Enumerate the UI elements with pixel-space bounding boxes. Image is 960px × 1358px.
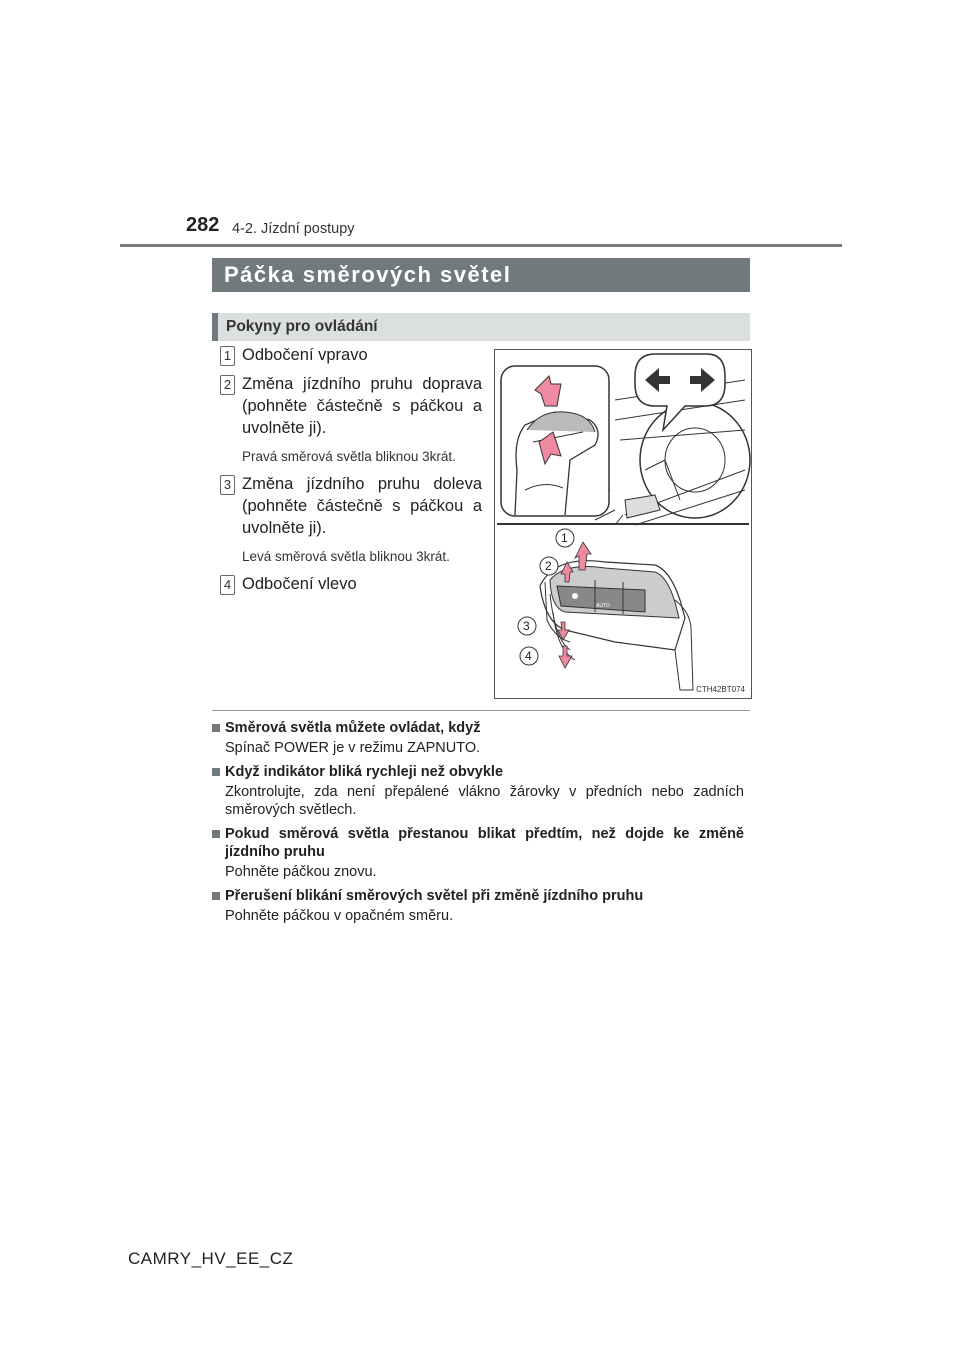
step-number: 2 — [220, 375, 235, 395]
step-text: Odbočení vpravo — [242, 346, 368, 364]
note-item — [212, 719, 744, 757]
left-right-arrow-icon — [635, 354, 725, 430]
step-note: Levá směrová světla bliknou 3krát. — [242, 549, 450, 564]
lever-diagram — [495, 350, 751, 698]
page-title: Páčka směrových světel — [212, 258, 750, 292]
note-title: Když indikátor bliká rychleji než obvykle — [225, 764, 504, 780]
callout-2: 2 — [545, 559, 552, 573]
step-list — [212, 344, 482, 595]
down-arrow-icon — [559, 646, 572, 668]
note-body: Spínač POWER je v režimu ZAPNUTO. — [225, 740, 481, 756]
square-bullet-icon — [212, 724, 220, 732]
section-label: 4-2. Jízdní postupy — [232, 221, 355, 237]
callout-3: 3 — [523, 619, 530, 633]
hand-inset — [501, 366, 609, 516]
document-code: CAMRY_HV_EE_CZ — [128, 1249, 294, 1268]
step-number: 3 — [220, 475, 235, 495]
note-body: Pohněte páčkou znovu. — [225, 864, 377, 880]
section-divider — [212, 710, 750, 711]
step-number: 1 — [220, 346, 235, 366]
header-rule — [120, 244, 842, 247]
step-text: Změna jízdního pruhu doleva (pohněte částečně s páčkou a uvolněte ji). — [242, 475, 482, 537]
step-text: Odbočení vlevo — [242, 575, 357, 593]
step-item — [212, 573, 482, 595]
step-note: Pravá směrová světla bliknou 3krát. — [242, 449, 456, 464]
note-title: Přerušení blikání směrových světel při změně jízdního pruhu — [225, 888, 644, 904]
note-item — [212, 825, 744, 881]
square-bullet-icon — [212, 830, 220, 838]
note-body: Pohněte páčkou v opačném směru. — [225, 908, 454, 924]
step-item — [212, 473, 482, 539]
square-bullet-icon — [212, 768, 220, 776]
note-title: Pokud směrová světla přestanou blikat předtím, než dojde ke změně jízdního pruhu — [225, 826, 744, 860]
callout-1: 1 — [561, 531, 568, 545]
step-text: Změna jízdního pruhu doprava (pohněte částečně s páčkou a uvolněte ji). — [242, 375, 482, 437]
step-item — [212, 373, 482, 439]
square-bullet-icon — [212, 892, 220, 900]
notes-list — [212, 719, 744, 931]
note-body: Zkontrolujte, zda není přepálené vlákno žárovky v předních nebo zadních směrových světlech. — [225, 784, 744, 818]
note-item — [212, 887, 744, 925]
step-number: 4 — [220, 575, 235, 595]
page-number: 282 — [186, 214, 220, 236]
subtitle-text: Pokyny pro ovládání — [226, 318, 378, 335]
step-item — [212, 344, 482, 366]
section-subtitle — [212, 313, 750, 341]
note-item — [212, 763, 744, 819]
auto-label: AUTO — [596, 603, 610, 609]
turn-signal-illustration — [494, 349, 752, 699]
figure-code: CTH42BT074 — [696, 685, 745, 694]
callout-4: 4 — [525, 649, 532, 663]
note-title: Směrová světla můžete ovládat, když — [225, 720, 481, 736]
